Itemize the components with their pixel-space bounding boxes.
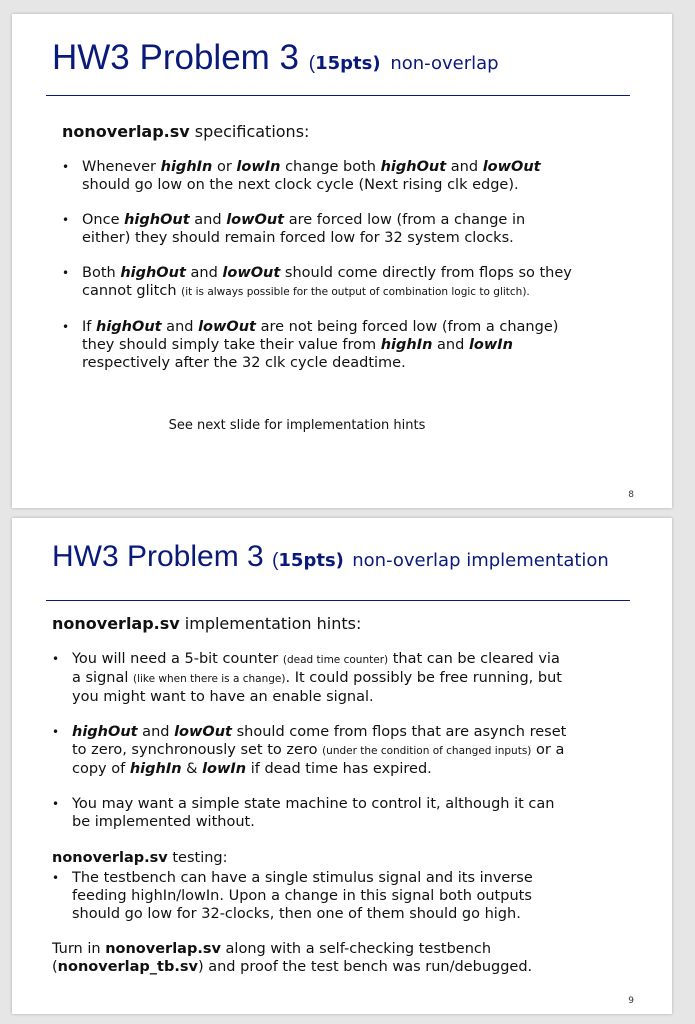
small-note: (like when there is a change)	[133, 673, 286, 685]
slide-body	[62, 123, 572, 435]
testing-heading	[52, 849, 572, 867]
filename: nonoverlap.sv	[105, 941, 221, 957]
text: should go low on the next clock cycle (Next rising clk edge).	[82, 177, 519, 193]
text: If	[82, 319, 96, 335]
text: You will need a 5-bit counter	[72, 651, 283, 667]
title-main: HW3 Problem 3	[52, 38, 300, 77]
bullet-item	[62, 158, 572, 194]
small-note: (it is always possible for the output of combination logic to glitch).	[181, 286, 530, 298]
filename: nonoverlap_tb.sv	[57, 959, 198, 975]
title-paren: (	[272, 550, 279, 571]
text: if dead time has expired.	[246, 761, 432, 777]
signal-name: lowIn	[468, 337, 513, 353]
next-slide-hint: See next slide for implementation hints	[168, 418, 426, 433]
text: and	[446, 159, 483, 175]
text: and	[137, 724, 175, 740]
title-paren: (	[308, 53, 316, 74]
text: and	[185, 265, 223, 281]
slide-title	[52, 38, 499, 78]
signal-name: highOut	[380, 159, 447, 175]
page-number: 9	[628, 996, 634, 1006]
slide-body	[52, 615, 572, 976]
title-points: 15pts)	[315, 53, 381, 74]
signal-name: lowOut	[482, 159, 541, 175]
signal-name: highIn	[160, 159, 213, 175]
text: are forced low (from a change in either) they should remain forced low for 32 system clocks.	[82, 212, 526, 246]
title-main: HW3 Problem 3	[52, 540, 264, 573]
title-subtitle: non-overlap	[390, 53, 499, 74]
text: and	[189, 212, 227, 228]
signal-name: lowOut	[226, 212, 285, 228]
text: Whenever	[82, 159, 161, 175]
text: Once	[82, 212, 125, 228]
signal-name: lowOut	[198, 319, 256, 335]
title-rule	[46, 600, 630, 601]
text: are not being forced low (from a change) they should simply take their value from	[82, 319, 559, 353]
bullet-item	[62, 211, 572, 247]
signal-name: lowOut	[222, 265, 281, 281]
bullet-item	[52, 723, 572, 778]
bullet-item	[52, 650, 572, 706]
signal-name: highOut	[72, 724, 138, 740]
signal-name: highIn	[129, 761, 182, 777]
filename: nonoverlap.sv	[52, 614, 180, 633]
bullet-item	[62, 318, 572, 372]
heading-label: specifications:	[189, 122, 310, 141]
title-points: 15pts)	[278, 550, 344, 571]
signal-name: highIn	[380, 337, 433, 353]
text: and	[432, 337, 469, 353]
signal-name: lowIn	[236, 159, 281, 175]
text: Turn in	[52, 941, 106, 957]
testing-list	[52, 869, 572, 923]
text: or	[212, 159, 237, 175]
text: along with a self-checking testbench (	[52, 941, 492, 975]
turn-in-instructions	[52, 940, 572, 976]
text: &	[181, 761, 203, 777]
slide-8	[12, 14, 672, 508]
spec-list	[62, 158, 572, 372]
slide-title	[52, 540, 609, 574]
bullet-item	[52, 795, 572, 831]
title-rule	[46, 95, 630, 96]
heading-label: implementation hints:	[179, 614, 362, 633]
small-note: (dead time counter)	[282, 654, 389, 666]
signal-name: highOut	[120, 265, 186, 281]
text: The testbench can have a single stimulus signal and its inverse feeding highIn/lowIn. Upon a change in this signal both outputs should go low for 32-clocks, then one of them should go high.	[72, 870, 533, 922]
title-subtitle: non-overlap implementation	[352, 550, 609, 571]
small-note: (under the condition of changed inputs)	[322, 745, 532, 757]
text: You may want a simple state machine to control it, although it can be implemented without.	[72, 796, 555, 830]
heading-label: testing:	[167, 850, 228, 866]
section-heading	[62, 123, 572, 141]
text: respectively after the 32 clk cycle deadtime.	[82, 355, 406, 371]
text: that can be cleared via a signal	[72, 651, 560, 686]
signal-name: highOut	[96, 319, 162, 335]
text: ) and proof the test bench was run/debugged.	[197, 959, 533, 975]
text: or a copy of	[72, 742, 565, 777]
text: . It could possibly be free running, but you might want to have an enable signal.	[72, 670, 562, 705]
slide-9	[12, 518, 672, 1014]
signal-name: lowOut	[174, 724, 232, 740]
text: Both	[82, 265, 121, 281]
page-number: 8	[628, 490, 634, 500]
bullet-item	[52, 869, 572, 923]
filename: nonoverlap.sv	[52, 850, 168, 866]
signal-name: lowIn	[202, 761, 247, 777]
filename: nonoverlap.sv	[62, 122, 190, 141]
bullet-item	[62, 264, 572, 301]
text: should come directly from flops so they cannot glitch	[82, 265, 572, 299]
text: should come from flops that are asynch reset to zero, synchronously set to zero	[72, 724, 567, 758]
section-heading	[52, 615, 572, 633]
hint-list	[52, 650, 572, 831]
signal-name: highOut	[124, 212, 190, 228]
text: change both	[280, 159, 381, 175]
text: and	[161, 319, 199, 335]
